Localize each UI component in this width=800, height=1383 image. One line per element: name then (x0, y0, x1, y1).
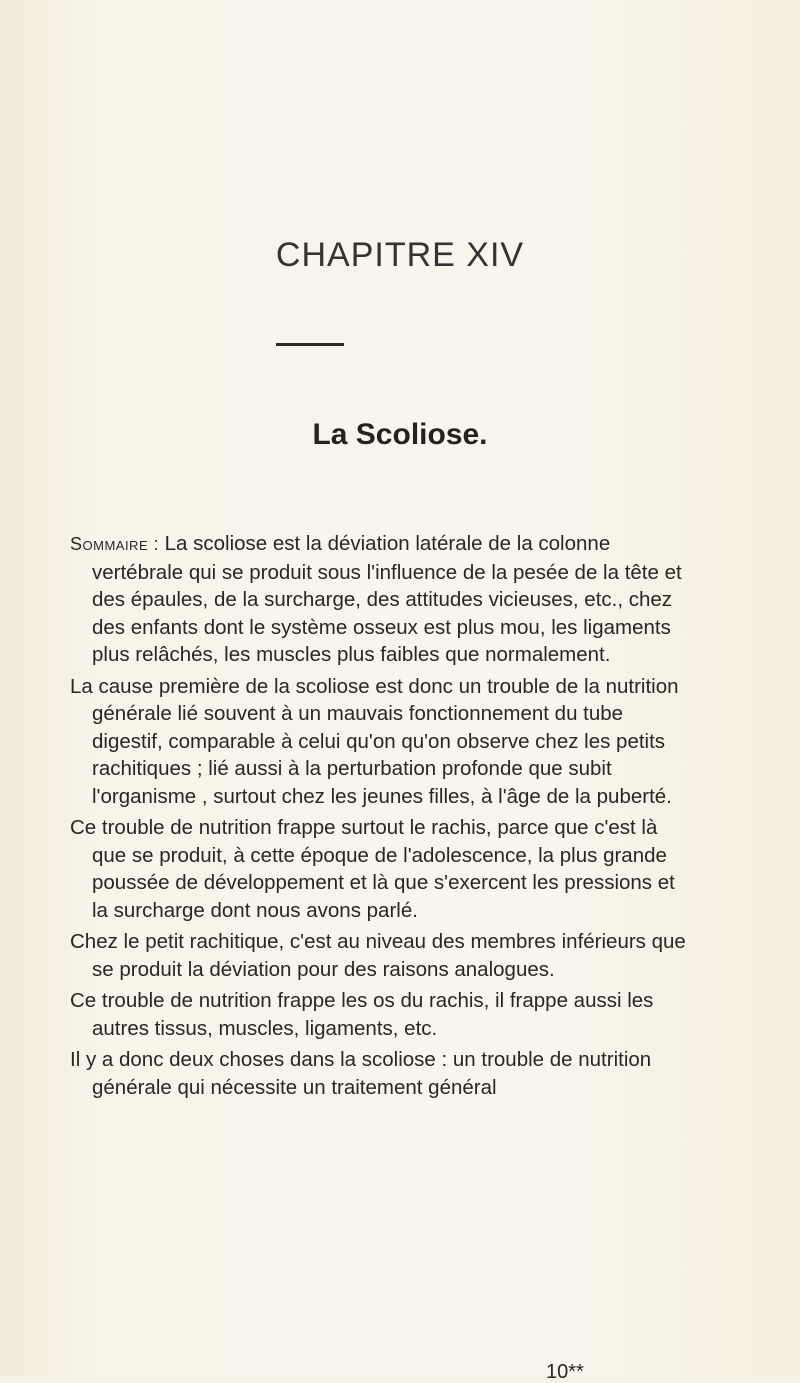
summary-paragraph (70, 530, 690, 669)
signature-mark: 10** (546, 1361, 584, 1383)
divider-rule (276, 343, 344, 346)
paragraph: La cause première de la scoliose est donc un trouble de la nutrition générale lié souvent à un mauvais fonctionnement du tube digestif, comparable à celui qu'on qu'on observe chez les petits rachitiques ; lié aussi à la perturbation profonde que subit l'organisme , surtout chez les jeunes filles, à l'âge de la puberté. (70, 674, 679, 808)
section-title: La Scoliose. (312, 418, 488, 451)
paragraph: Il y a donc deux choses dans la scoliose : un trouble de nutrition générale qui nécessite un traitement général (70, 1048, 652, 1099)
paragraph: Ce trouble de nutrition frappe surtout le rachis, parce que c'est là que se produit, à cette époque de l'adolescence, la plus grande poussée de développement et là que s'exercent les pressions et la surcharge dont nous avons parlé. (70, 816, 675, 922)
summary-text: La scoliose est la déviation latérale de la colonne vertébrale qui se produit sous l'influence de la pesée de la tête et des épaules, de la surcharge, des attitudes vicieuses, etc., chez des enfants dont le système osseux est plus mou, les ligaments plus relâchés, les muscles plus faibles que normalement. (92, 532, 682, 666)
body-text (70, 530, 690, 1105)
summary-label: Sommaire : (70, 534, 165, 554)
chapter-heading: CHAPITRE XIV (275, 236, 525, 274)
paragraph: Chez le petit rachitique, c'est au niveau des membres inférieurs que se produit la déviation pour des raisons analogues. (70, 930, 686, 981)
paragraph: Ce trouble de nutrition frappe les os du rachis, il frappe aussi les autres tissus, muscles, ligaments, etc. (70, 989, 654, 1040)
